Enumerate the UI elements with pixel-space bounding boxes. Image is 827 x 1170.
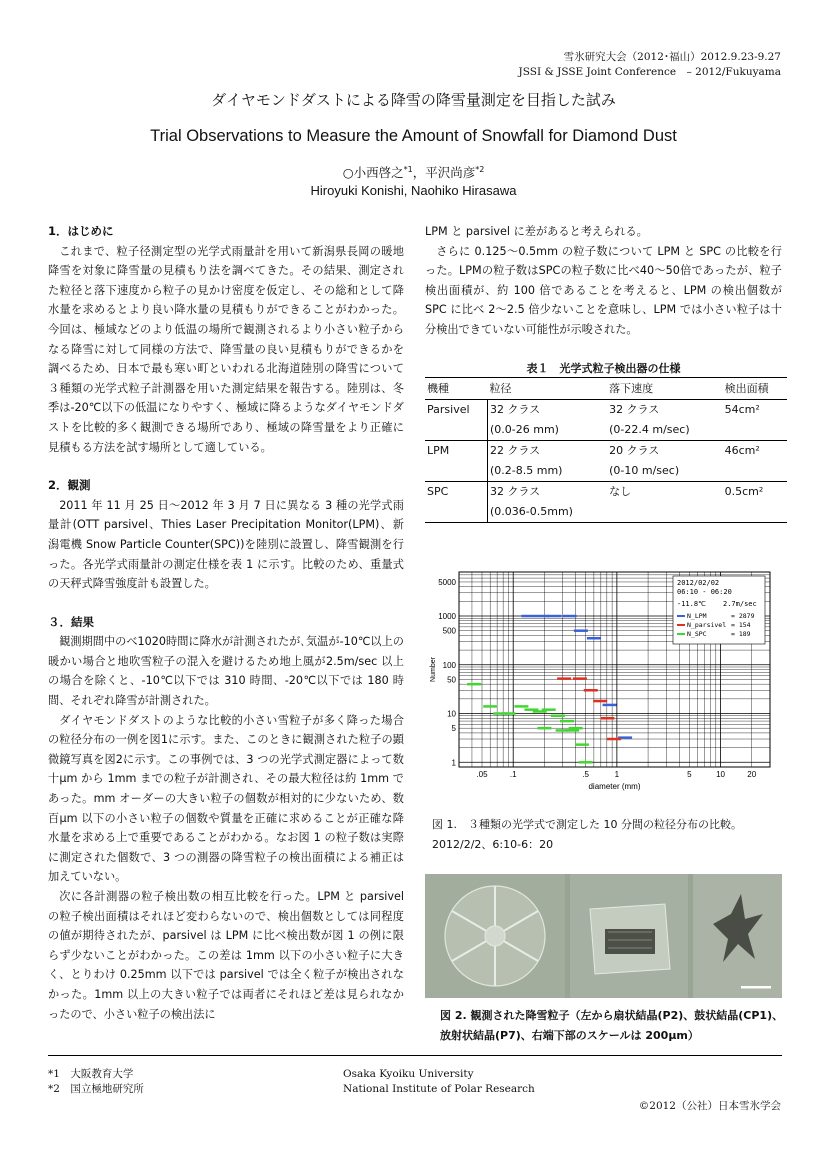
author2: ，平沢尚彦 bbox=[412, 165, 476, 180]
table-cell-area: 54cm² bbox=[724, 403, 760, 416]
legend-total: = 189 bbox=[731, 630, 751, 638]
table-cell-device: Parsivel bbox=[425, 400, 488, 441]
table-header-row bbox=[425, 378, 787, 400]
x-tick-label: 5 bbox=[687, 770, 692, 779]
particle-size-chart bbox=[425, 562, 782, 807]
section1-heading: 1．はじめに bbox=[48, 224, 114, 238]
title-japanese: ダイヤモンドダストによる降雪の降雪量測定を目指した試み bbox=[211, 91, 616, 109]
right-paragraph1: さらに 0.125～0.5mm の粒子数について LPM と SPC の比較を行った。LPMの粒子数はSPCの粒子数に比べ40～50倍であったが、粒子検出面積が、約 100 倍であることを考えると、LPM の検出個数が SPC に比べ 2～2.5 倍少ないことを意味し、LPM では小さい粒子は十分検出できていない可能性が示唆された。 bbox=[425, 244, 782, 336]
conference-header bbox=[519, 50, 781, 80]
table-cell-size: 32 クラス (0.0-26 mm) bbox=[490, 403, 559, 436]
footnote-2-en: National Institute of Polar Research bbox=[343, 1083, 535, 1095]
left-column bbox=[48, 222, 404, 1024]
conference-en: JSSI & JSSE Joint Conference – 2012/Fukuyama bbox=[518, 66, 781, 78]
legend-total: = 154 bbox=[731, 621, 751, 629]
x-tick-label: .1 bbox=[509, 770, 517, 779]
crystal-photos bbox=[425, 874, 782, 998]
section1-paragraph: これまで、粒子径測定型の光学式雨量計を用いて新潟県長岡の暖地降雪を対象に降雪量の見積もり法を調べてきた。その結果、測定された粒径と落下速度から粒子の見かけ密度を仮定し、その総和として降水量を求めるとより良い降水量の見積もりができることがわかった。今回は、極域などのより低温の場所で観測されるより小さい粒子からなる降雪に対して同様の方法で、降雪量の良い見積もりができるかを調べるため、日本で最も寒い町といわれる北海道陸別の降雪について３種類の光学式粒子計測器を用いた測定結果を報告する。陸別は、冬季は-20℃以下の低温になりやすく、極域に降るようなダイヤモンドダストを比較的多く観測できる場所であり、極域の降雪量をより正確に見積もる方法を試す場所として適している。 bbox=[48, 244, 404, 454]
footnote-1-jp: *1 大阪教育大学 bbox=[48, 1068, 134, 1080]
footnotes-en bbox=[343, 1067, 535, 1097]
x-tick-label: .5 bbox=[582, 770, 590, 779]
author2-mark: *2 bbox=[475, 164, 485, 174]
x-tick-label: 20 bbox=[747, 770, 757, 779]
footnote-1-en: Osaka Kyoiku University bbox=[343, 1068, 474, 1080]
y-tick-label: 100 bbox=[442, 660, 456, 670]
title-english: Trial Observations to Measure the Amount of Snowfall for Diamond Dust bbox=[150, 127, 677, 145]
table-cell-size: 22 クラス (0.2-8.5 mm) bbox=[490, 444, 563, 477]
legend-total: = 2879 bbox=[731, 612, 755, 620]
section3-paragraph3: 次に各計測器の粒子検出数の相互比較を行った。LPM と parsivel の粒子検出面積はそれほど変わらないので、検出個数としては同程度の値が期待されたが、parsivel は LPM に比べ検出数が図 1 の例に限らず少ないことがわかった。この差は 1mm 以下の小さい粒子に大きく、とりわけ 0.25mm 以下では parsivel では全く粒子が検出されなかった。1mm 以上の大きい粒子では両者にそれほど差は見られなかったので、小さい粒子の検出法に bbox=[48, 890, 404, 1021]
x-axis-label: diameter (mm) bbox=[588, 782, 641, 791]
section3-paragraph2: ダイヤモンドダストのような比較的小さい雪粒子が多く降った場合の粒径分布の一例を図1に示す。また、このときに観測された粒子の顕微鏡写真を図2に示す。この事例では、3 つの光学式測定器によって数十μm から 1mm までの粒子が計測され、その最大粒径は約 1mm であった。mm オーダーの大きい粒子の個数が相対的に少ないため、数百μm 以下の小さい粒子の個数や質量を正確に求めることが正確な降水量を求める上で重要であることがわかる。なお図 1 の粒子数は実際に測定された個数で、3 つの測器の降雪粒子の検出面積による補正は加えていない。 bbox=[48, 713, 404, 884]
figure1-caption-line2: 2012/2/2、6:10-6：20 bbox=[432, 838, 554, 851]
legend-label: N_parsivel bbox=[687, 621, 727, 629]
y-tick-label: 500 bbox=[442, 626, 456, 636]
y-tick-label: 1 bbox=[451, 758, 456, 768]
photo-sector-crystal bbox=[425, 874, 565, 998]
table1 bbox=[425, 377, 787, 523]
author1: ○小西啓之 bbox=[342, 165, 404, 180]
footnote-2-jp: *2 国立極地研究所 bbox=[48, 1083, 144, 1095]
x-tick-label: .05 bbox=[476, 770, 488, 779]
info-temp: -11.8℃ bbox=[677, 600, 706, 608]
table-cell-area: 0.5cm² bbox=[724, 485, 764, 498]
right-column bbox=[425, 222, 782, 340]
photo-radiating-crystal bbox=[693, 874, 782, 998]
figure2-caption: 図 2. 観測された降雪粒子（左から扇状結晶(P2)、鼓状結晶(CP1)、放射状結晶(P7)、右端下部のスケールは 200μm） bbox=[440, 1009, 784, 1042]
section2-paragraph: 2011 年 11 月 25 日～2012 年 3 月 7 日に異なる 3 種の光学式雨量計(OTT parsivel、Thies Laser Precipitation Monitor(LPM)、新潟電機 Snow Particle Counter(SPC))を陸別に設置し、降雪観測を行った。各光学式雨量計の測定仕様を表 1 に示す。比較のため、重量式の天秤式降雪強度計も設置した。 bbox=[48, 498, 404, 591]
table-header: 検出面積 bbox=[723, 378, 787, 400]
x-tick-label: 1 bbox=[614, 770, 620, 779]
info-time: 06:10 - 06:20 bbox=[677, 588, 732, 596]
figure1-caption bbox=[432, 815, 742, 855]
legend-label: N_SPC bbox=[687, 630, 707, 638]
y-tick-label: 5 bbox=[451, 724, 456, 734]
x-tick-label: 10 bbox=[716, 770, 725, 779]
photo-capped-column-crystal bbox=[570, 874, 688, 998]
table-row bbox=[425, 482, 787, 523]
copyright: ©2012（公社）日本雪氷学会 bbox=[638, 1100, 781, 1112]
footnotes-jp bbox=[48, 1067, 144, 1097]
y-tick-label: 50 bbox=[447, 675, 456, 685]
table-header: 機種 bbox=[425, 378, 488, 400]
table-cell-speed: なし bbox=[609, 485, 632, 498]
y-axis-label: Number bbox=[430, 657, 437, 682]
info-wind: 2.7m/sec bbox=[723, 600, 757, 608]
legend-label: N_LPM bbox=[687, 612, 707, 620]
section2-heading: 2．観測 bbox=[48, 478, 91, 493]
conference-jp: 雪氷研究大会（2012･福山）2012.9.23-9.27 bbox=[563, 51, 781, 63]
authors-japanese bbox=[0, 163, 827, 181]
footer-rule bbox=[48, 1055, 782, 1056]
table-cell-device: LPM bbox=[425, 441, 488, 482]
table-cell-device: SPC bbox=[425, 482, 488, 523]
author1-mark: *1 bbox=[403, 164, 413, 174]
y-tick-label: 1000 bbox=[438, 612, 456, 622]
info-date: 2012/02/02 bbox=[677, 579, 720, 587]
table1-caption: 表１ 光学式粒子検出器の仕様 bbox=[526, 362, 681, 375]
right-paragraph0: LPM と parsivel に差があると考えられる。 bbox=[425, 225, 648, 238]
table-cell-speed: 20 クラス (0-10 m/sec) bbox=[609, 444, 680, 477]
y-tick-label: 10 bbox=[447, 709, 456, 719]
table-cell-size: 32 クラス (0.036-0.5mm) bbox=[490, 485, 573, 518]
table-row bbox=[425, 400, 787, 441]
table-cell-speed: 32 クラス (0-22.4 m/sec) bbox=[609, 403, 690, 436]
figure1-caption-line1: 図 1. ３種類の光学式で測定した 10 分間の粒径分布の比較。 bbox=[432, 818, 742, 831]
section3-paragraph1: 観測期間中のべ1020時間に降水が計測されたが､気温が-10℃以上の暖かい場合と地吹雪粒子の混入を避けるため地上風が2.5m/sec 以上の場合を除くと、-10℃以下では 310 時間、-20℃以下では 180 時間、それぞれ降雪が計測された。 bbox=[48, 635, 404, 708]
table-row bbox=[425, 441, 787, 482]
section3-heading: ３．結果 bbox=[48, 614, 94, 629]
table-header: 粒径 bbox=[488, 378, 608, 400]
y-tick-label: 5000 bbox=[438, 577, 456, 587]
authors-english: Hiroyuki Konishi, Naohiko Hirasawa bbox=[310, 183, 517, 198]
table-cell-area: 46cm² bbox=[724, 444, 760, 457]
table-header: 落下速度 bbox=[607, 378, 722, 400]
